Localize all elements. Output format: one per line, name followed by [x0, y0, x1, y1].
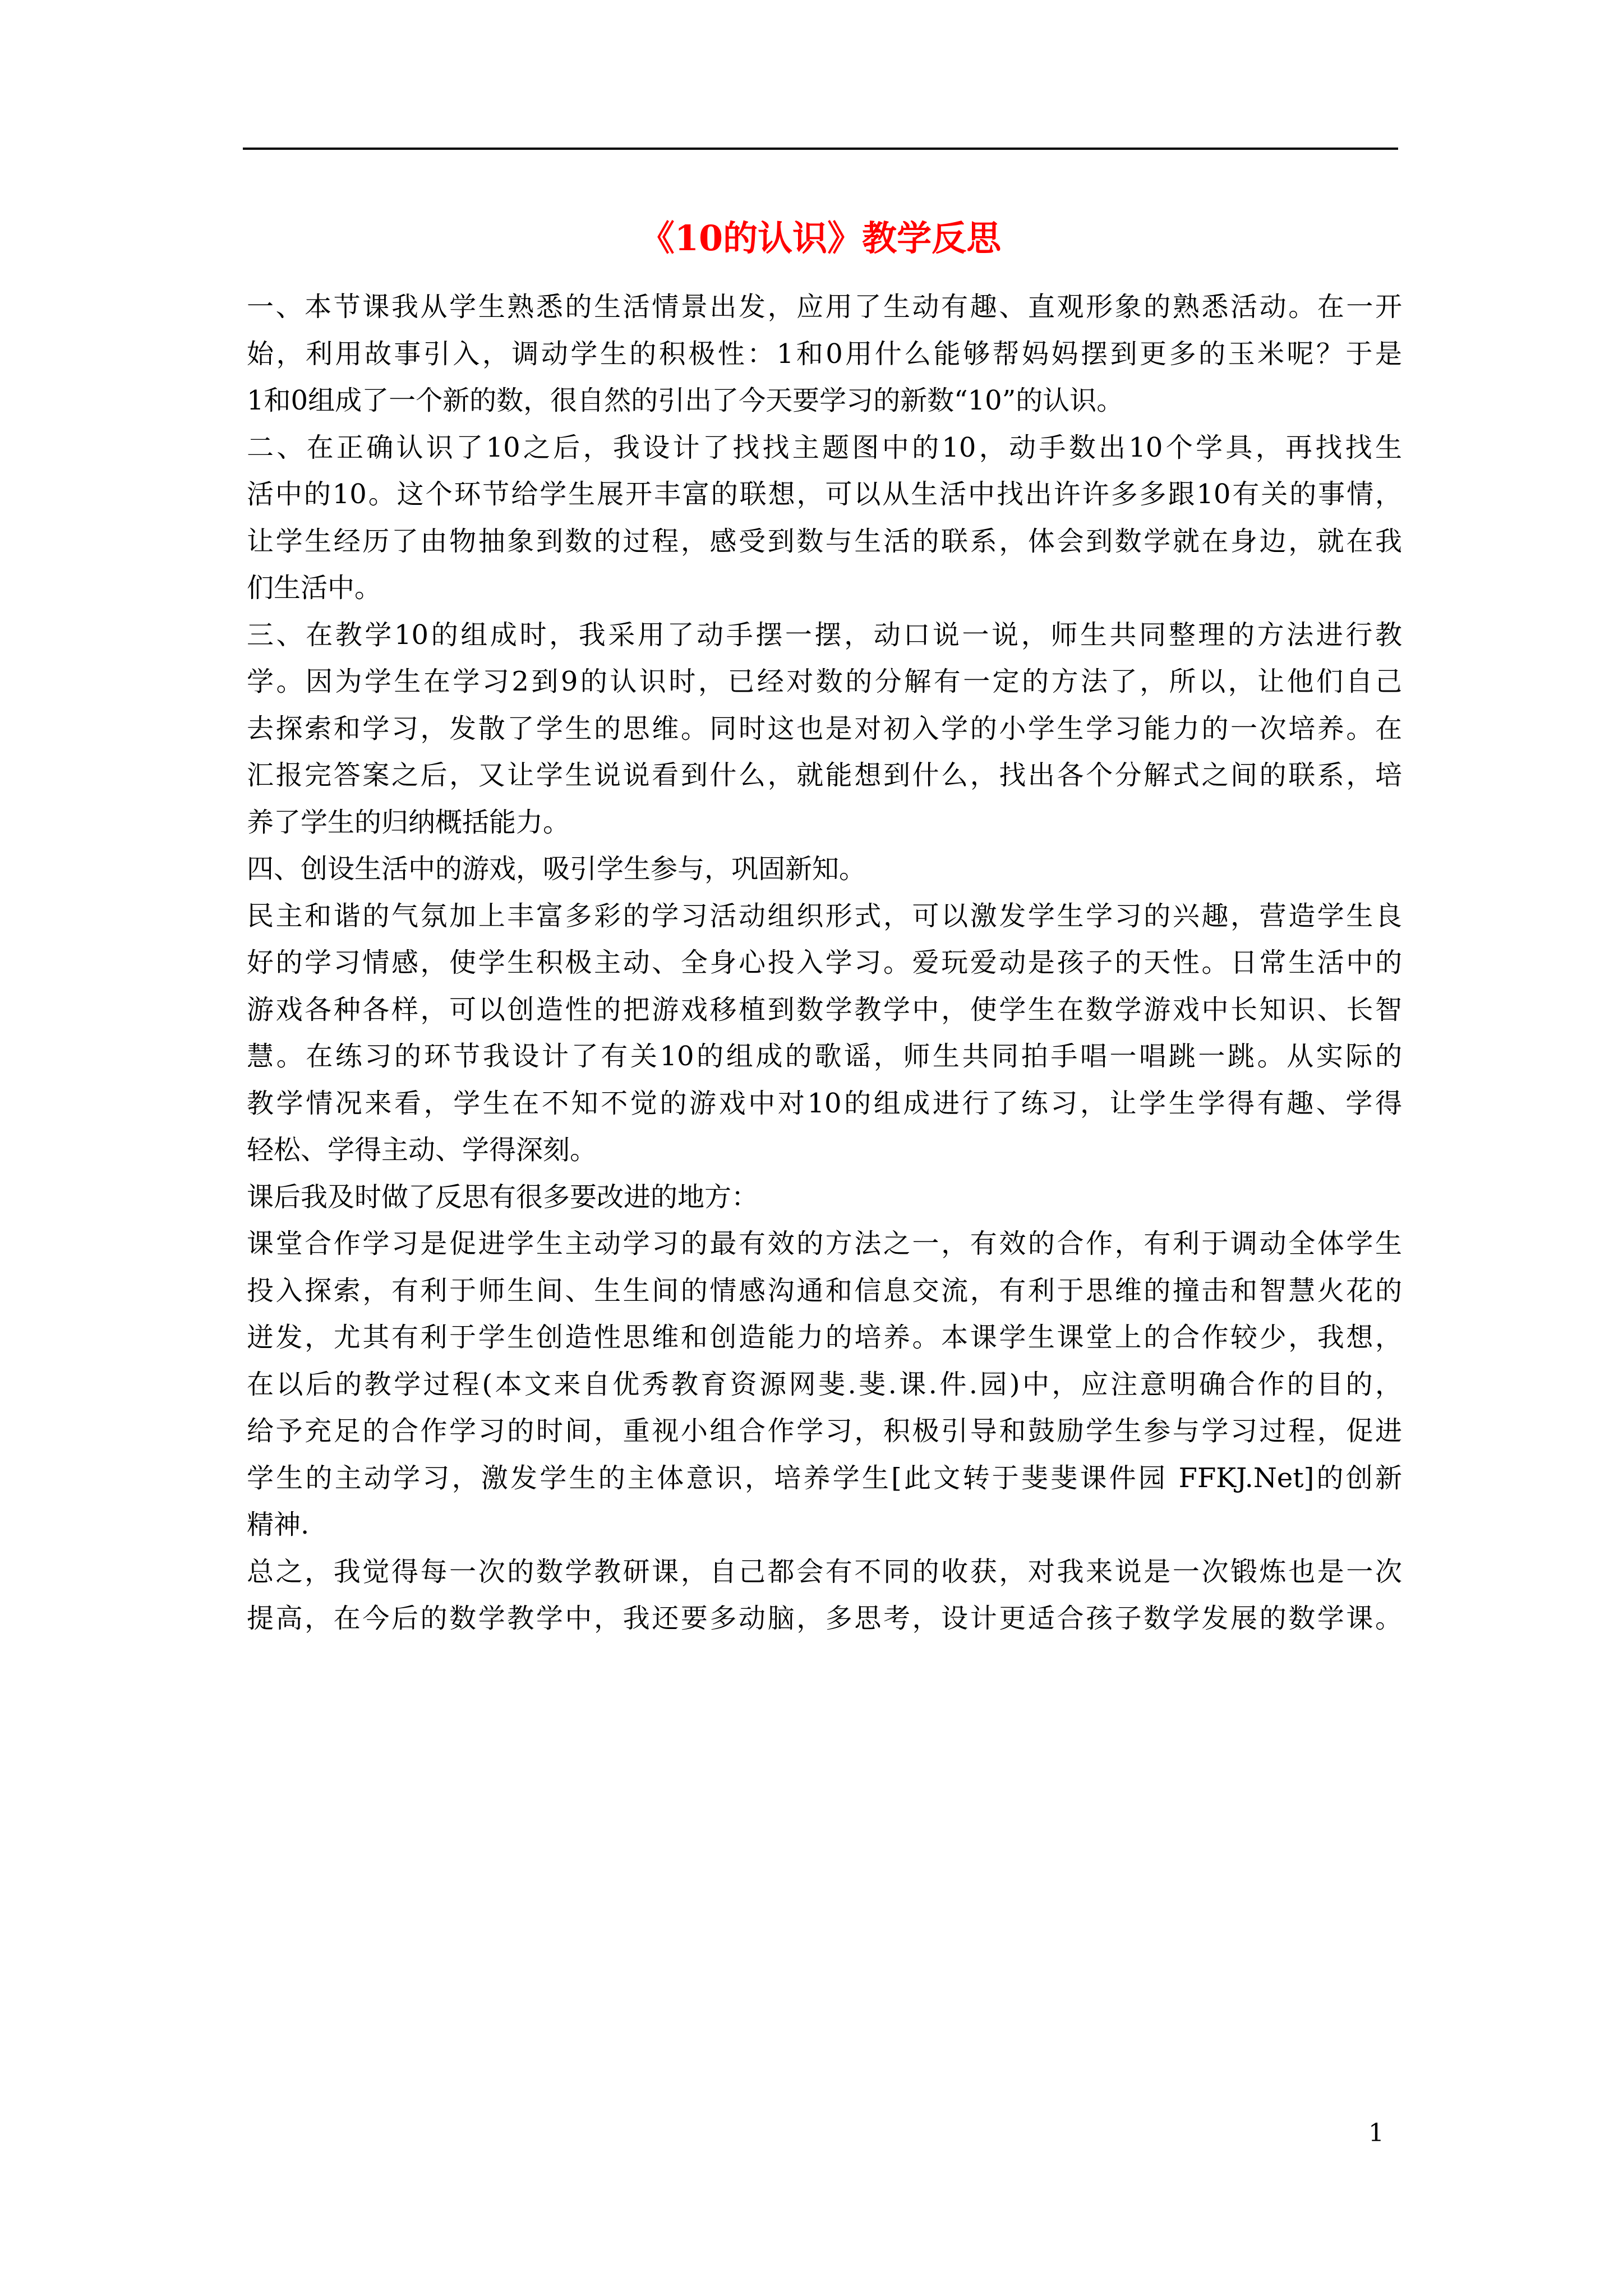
body-line: 四、创设生活中的游戏，吸引学生参与，巩固新知。	[247, 853, 866, 885]
body-line: 总之，我觉得每一次的数学教研课，自己都会有不同的收获，对我来说是一次锻炼也是一次	[247, 1556, 1402, 1588]
body-line: 一、本节课我从学生熟悉的生活情景出发，应用了生动有趣、直观形象的熟悉活动。在一开	[247, 291, 1402, 323]
body-line: 投入探索，有利于师生间、生生间的情感沟通和信息交流，有利于思维的撞击和智慧火花的	[247, 1274, 1402, 1306]
body-line: 1和0组成了一个新的数，很自然的引出了今天要学习的新数“10”的认识。	[247, 385, 1124, 416]
body-line: 民主和谐的气氛加上丰富多彩的学习活动组织形式，可以激发学生学习的兴趣，营造学生良	[247, 900, 1402, 932]
body-line: 好的学习情感，使学生积极主动、全身心投入学习。爱玩爱动是孩子的天性。日常生活中的	[247, 947, 1402, 978]
body-line: 提高，在今后的数学教学中，我还要多动脑，多思考，设计更适合孩子数学发展的数学课。	[247, 1603, 1402, 1634]
body-line: 三、在教学10的组成时，我采用了动手摆一摆，动口说一说，师生共同整理的方法进行教	[247, 619, 1402, 651]
body-line: 活中的10。这个环节给学生展开丰富的联想，可以从生活中找出许许多多跟10有关的事情，	[247, 478, 1402, 510]
body-line: 精神.	[247, 1509, 310, 1540]
body-line: 始，利用故事引入，调动学生的积极性：1和0用什么能够帮妈妈摆到更多的玉米呢？于是	[247, 338, 1402, 370]
body-line: 游戏各种各样，可以创造性的把游戏移植到数学教学中，使学生在数学游戏中长知识、长智	[247, 993, 1402, 1025]
body-line: 课堂合作学习是促进学生主动学习的最有效的方法之一，有效的合作，有利于调动全体学生	[247, 1228, 1402, 1259]
body-line: 汇报完答案之后，又让学生说说看到什么，就能想到什么，找出各个分解式之间的联系，培	[247, 760, 1402, 791]
body-line: 学。因为学生在学习2到9的认识时，已经对数的分解有一定的方法了，所以，让他们自己	[247, 666, 1402, 697]
body-line: 让学生经历了由物抽象到数的过程，感受到数与生活的联系，体会到数学就在身边，就在我	[247, 525, 1402, 557]
body-line: 给予充足的合作学习的时间，重视小组合作学习，积极引导和鼓励学生参与学习过程，促进	[247, 1415, 1402, 1447]
body-line: 学生的主动学习，激发学生的主体意识，培养学生[此文转于斐斐课件园 FFKJ.Net]的创新	[247, 1462, 1402, 1494]
document-body	[247, 284, 1402, 1642]
body-line: 二、在正确认识了10之后，我设计了找找主题图中的10，动手数出10个学具，再找找生	[247, 431, 1402, 463]
page-number: 1	[1368, 2119, 1384, 2147]
header-rule	[243, 148, 1398, 150]
body-line: 轻松、学得主动、学得深刻。	[247, 1134, 597, 1166]
body-line: 教学情况来看，学生在不知不觉的游戏中对10的组成进行了练习，让学生学得有趣、学得	[247, 1087, 1402, 1119]
body-line: 迸发，尤其有利于学生创造性思维和创造能力的培养。本课学生课堂上的合作较少，我想，	[247, 1322, 1402, 1353]
body-line: 去探索和学习，发散了学生的思维。同时这也是对初入学的小学生学习能力的一次培养。在	[247, 712, 1402, 744]
body-line: 课后我及时做了反思有很多要改进的地方：	[247, 1181, 759, 1213]
body-line: 慧。在练习的环节我设计了有关10的组成的歌谣，师生共同拍手唱一唱跳一跳。从实际的	[247, 1041, 1402, 1072]
document-title: 《10的认识》教学反思	[639, 218, 1002, 259]
body-line: 在以后的教学过程(本文来自优秀教育资源网斐.斐.课.件.园)中，应注意明确合作的目的，	[247, 1368, 1402, 1400]
body-line: 养了学生的归纳概括能力。	[247, 806, 570, 838]
body-line: 们生活中。	[247, 572, 382, 604]
